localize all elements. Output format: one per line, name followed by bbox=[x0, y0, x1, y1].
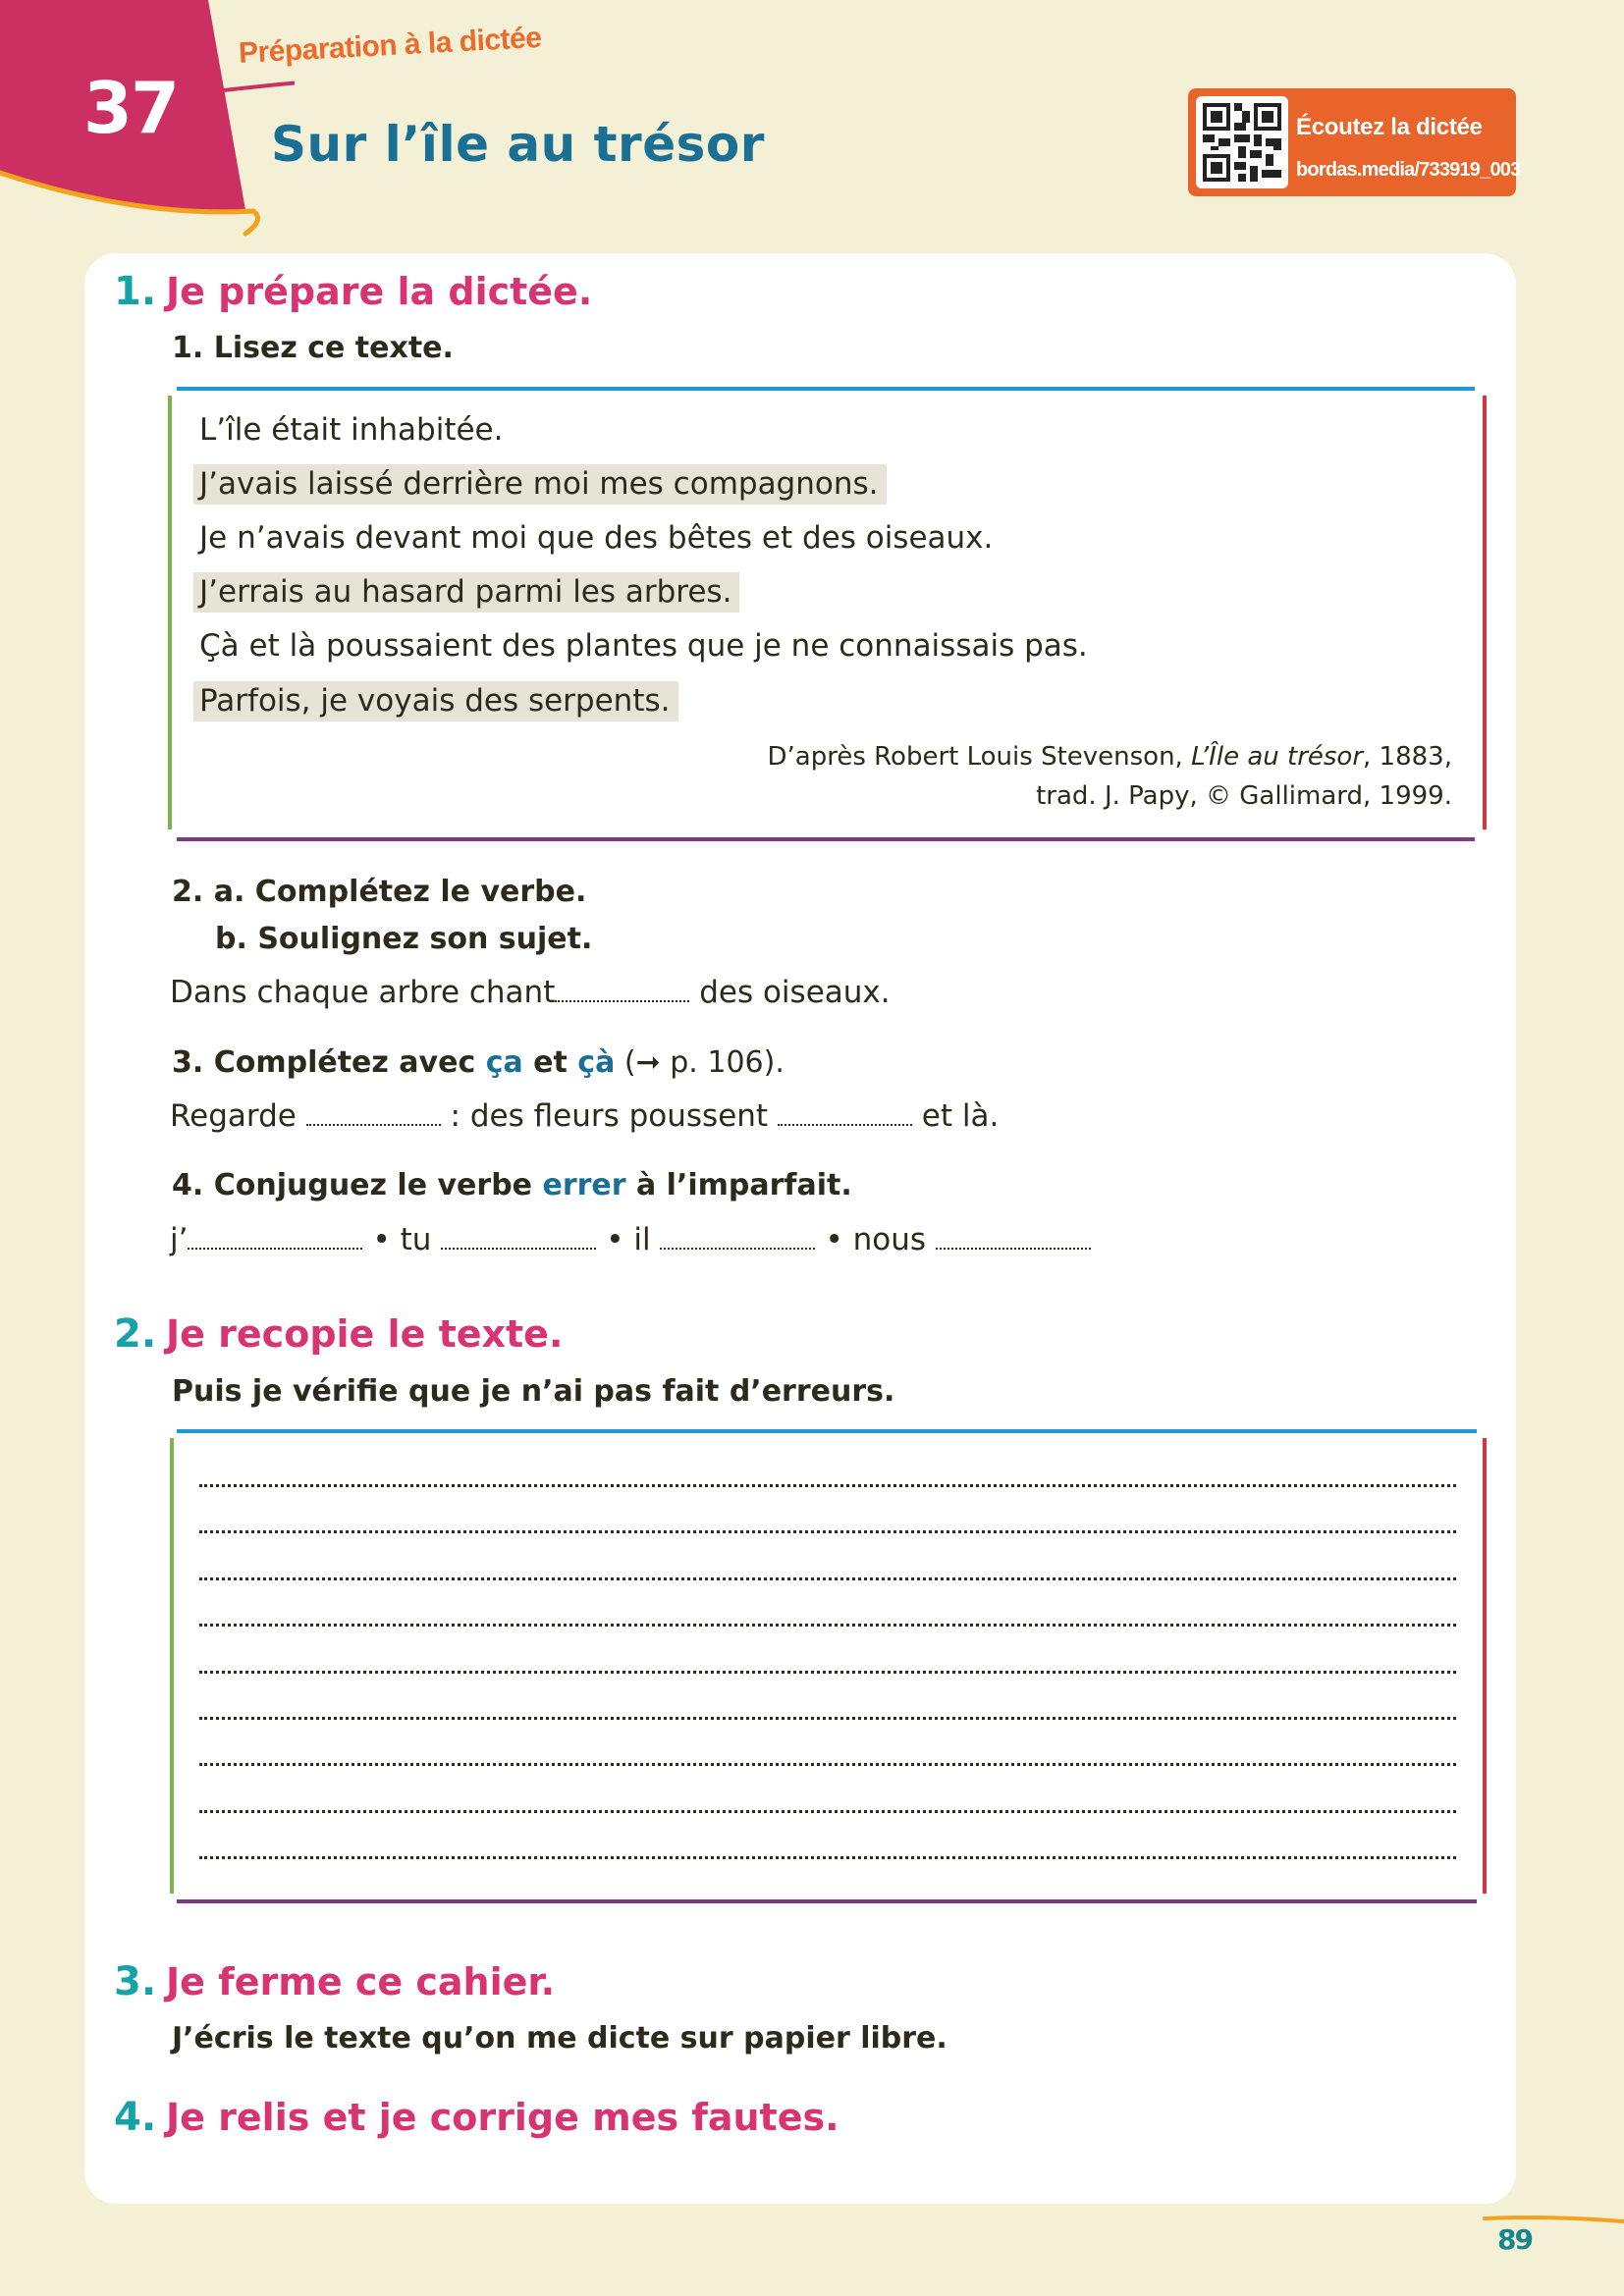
audio-badge-link[interactable]: bordas.media/733919_003 bbox=[1296, 159, 1521, 181]
text-line bbox=[199, 574, 739, 610]
section-4-heading bbox=[114, 2095, 839, 2140]
section-title: Je relis et je corrige mes fautes. bbox=[166, 2096, 839, 2139]
section-number: 2. bbox=[114, 1311, 157, 1357]
keyword: ça bbox=[485, 1045, 523, 1080]
section-title: Je prépare la dictée. bbox=[166, 270, 593, 313]
writing-line[interactable] bbox=[199, 1577, 1456, 1580]
pronoun: j’ bbox=[170, 1222, 189, 1257]
pronoun: • tu bbox=[372, 1222, 442, 1257]
attribution bbox=[768, 742, 1452, 772]
section-2-instruction: Puis je vérifie que je n’ai pas fait d’erreurs. bbox=[172, 1374, 895, 1409]
text-line-6-highlighted: Parfois, je voyais des serpents. bbox=[193, 681, 678, 721]
attribution-line-2: trad. J. Papy, © Gallimard, 1999. bbox=[1036, 781, 1452, 811]
pronoun: • nous bbox=[825, 1222, 936, 1257]
text-line bbox=[199, 628, 1088, 664]
text-line bbox=[199, 520, 993, 556]
question-2b-label: b. Soulignez son sujet. bbox=[215, 922, 593, 956]
label-text: à l’imparfait. bbox=[625, 1168, 852, 1202]
writing-line[interactable] bbox=[199, 1717, 1456, 1720]
box-left-border bbox=[168, 396, 172, 829]
attribution-book: L’Île au trésor bbox=[1191, 742, 1364, 772]
keyword: çà bbox=[577, 1045, 616, 1080]
label-text: 3. Complétez avec bbox=[172, 1045, 486, 1080]
section-3-heading bbox=[114, 1959, 555, 2004]
audio-badge-label: Écoutez la dictée bbox=[1296, 114, 1483, 140]
page-reference: (➞ p. 106). bbox=[615, 1045, 785, 1080]
sentence-text: : des fleurs poussent bbox=[440, 1098, 778, 1134]
section-number: 3. bbox=[114, 1959, 157, 2004]
pronoun: • il bbox=[606, 1222, 661, 1257]
page-title: Sur l’île au trésor bbox=[271, 116, 765, 173]
section-3-instruction: J’écris le texte qu’on me dicte sur papier libre. bbox=[172, 2021, 947, 2056]
writing-line[interactable] bbox=[199, 1810, 1456, 1813]
text-line-4-highlighted: J’errais au hasard parmi les arbres. bbox=[193, 572, 739, 613]
sentence-text: des oiseaux. bbox=[689, 975, 891, 1010]
sentence-text: et là. bbox=[911, 1098, 1000, 1134]
text-line bbox=[199, 683, 678, 719]
writing-box-right-border bbox=[1483, 1438, 1487, 1894]
text-line bbox=[199, 412, 503, 448]
question-4-label bbox=[172, 1168, 852, 1202]
attribution-year: , 1883, bbox=[1363, 742, 1452, 772]
question-2-sentence bbox=[170, 975, 891, 1010]
writing-line[interactable] bbox=[199, 1671, 1456, 1674]
label-text: et bbox=[522, 1045, 578, 1080]
label-text: 4. Conjuguez le verbe bbox=[172, 1168, 543, 1202]
answer-blank[interactable] bbox=[306, 1120, 441, 1126]
answer-blank[interactable] bbox=[441, 1244, 596, 1250]
section-title: Je recopie le texte. bbox=[166, 1312, 564, 1356]
lesson-kicker: Préparation à la dictée bbox=[238, 21, 543, 71]
writing-line[interactable] bbox=[199, 1624, 1456, 1627]
sentence-text: Regarde bbox=[170, 1098, 306, 1134]
page-number: 89 bbox=[1497, 2223, 1532, 2256]
writing-box-top-border bbox=[177, 1429, 1477, 1433]
keyword: errer bbox=[542, 1168, 626, 1202]
answer-blank[interactable] bbox=[778, 1120, 912, 1126]
answer-blank[interactable] bbox=[936, 1244, 1091, 1250]
lesson-number: 37 bbox=[82, 67, 179, 149]
question-2a-label: 2. a. Complétez le verbe. bbox=[172, 875, 587, 909]
qr-code-icon bbox=[1196, 96, 1288, 188]
attribution-author: D’après Robert Louis Stevenson, bbox=[767, 742, 1192, 772]
text-line-1: L’île était inhabitée. bbox=[199, 412, 504, 448]
box-bottom-border bbox=[177, 837, 1475, 841]
writing-line[interactable] bbox=[199, 1856, 1456, 1859]
writing-line[interactable] bbox=[199, 1763, 1456, 1766]
section-number: 4. bbox=[114, 2095, 157, 2140]
answer-blank[interactable] bbox=[555, 996, 689, 1002]
question-3-sentence bbox=[170, 1098, 999, 1134]
text-line-5: Çà et là poussaient des plantes que je ne connaissais pas. bbox=[199, 628, 1088, 664]
audio-dictation-badge[interactable] bbox=[1188, 88, 1521, 196]
answer-blank[interactable] bbox=[660, 1244, 815, 1250]
section-title: Je ferme ce cahier. bbox=[166, 1960, 556, 2003]
box-top-border bbox=[177, 387, 1475, 391]
section-number: 1. bbox=[114, 269, 157, 314]
writing-box-bottom-border bbox=[177, 1899, 1477, 1903]
question-3-label bbox=[172, 1045, 785, 1080]
box-right-border bbox=[1483, 396, 1487, 829]
question-4-conjugation bbox=[170, 1222, 1091, 1257]
sentence-text: Dans chaque arbre chant bbox=[170, 975, 556, 1010]
writing-line[interactable] bbox=[199, 1530, 1456, 1533]
writing-line[interactable] bbox=[199, 1484, 1456, 1487]
text-line-3: Je n’avais devant moi que des bêtes et des oiseaux. bbox=[199, 520, 994, 556]
question-1-label: 1. Lisez ce texte. bbox=[172, 331, 454, 365]
text-line bbox=[199, 466, 887, 502]
section-2-heading bbox=[114, 1311, 563, 1357]
text-line-2-highlighted: J’avais laissé derrière moi mes compagnons. bbox=[193, 464, 887, 505]
answer-blank[interactable] bbox=[188, 1244, 362, 1250]
section-1-heading bbox=[114, 269, 592, 314]
writing-box-left-border bbox=[170, 1438, 174, 1894]
